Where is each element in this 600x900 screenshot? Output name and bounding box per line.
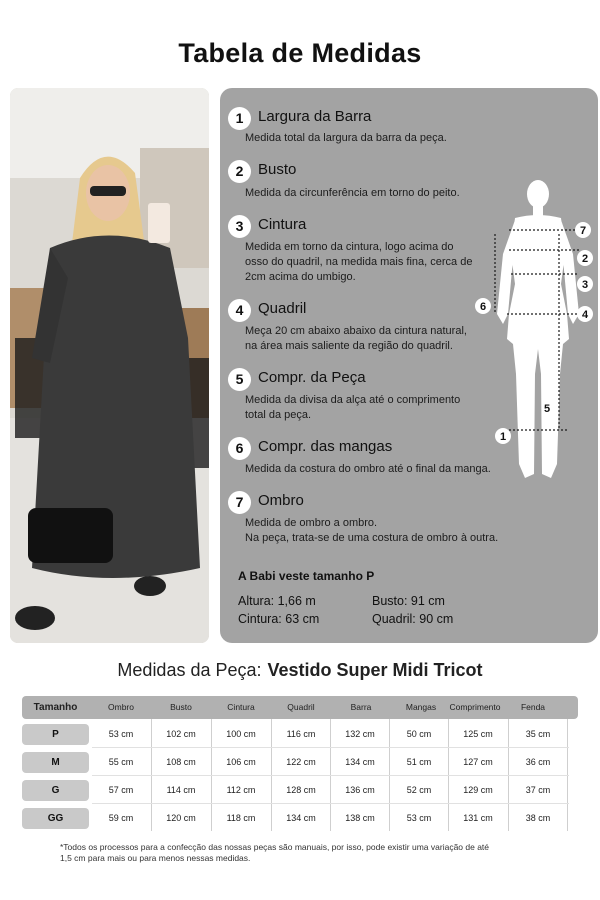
measurement-desc: Na peça, trata-se de uma costura de ombro à outra. <box>245 532 499 544</box>
header-shoulder: Ombro <box>108 702 134 712</box>
footnote <box>60 842 560 864</box>
table-cell: 35 cm <box>525 729 551 739</box>
table-cell: 118 cm <box>226 813 256 823</box>
table-cell: 37 cm <box>525 785 551 795</box>
measurement-guide-panel <box>220 88 598 643</box>
number-badge: 3 <box>228 215 251 238</box>
measurement-desc: Medida da divisa da alça até o comprimento <box>245 394 461 406</box>
number-badge: 7 <box>228 491 251 514</box>
figure-label: 6 <box>479 301 487 313</box>
measurement-title: Quadril <box>258 300 307 317</box>
table-cell: 112 cm <box>226 785 256 795</box>
measurement-desc: Medida em torno da cintura, logo acima do <box>245 241 454 253</box>
number-badge: 2 <box>228 160 251 183</box>
table-cell: 59 cm <box>108 813 134 823</box>
size-label-m: M <box>22 752 89 773</box>
table-cell: 127 cm <box>463 757 493 767</box>
header-hem: Barra <box>350 702 372 712</box>
measurement-title: Cintura <box>258 216 307 233</box>
header-slit: Fenda <box>520 702 546 712</box>
number-badge: 5 <box>228 368 251 391</box>
measurement-desc: Medida da circunferência em torno do peito. <box>245 187 460 199</box>
figure-label: 7 <box>579 225 587 237</box>
figure-label: 2 <box>581 253 589 265</box>
header-size: Tamanho <box>33 702 78 713</box>
table-cell: 131 cm <box>463 813 493 823</box>
product-label: Medidas da Peça: <box>117 660 262 680</box>
measurement-title: Compr. das mangas <box>258 438 393 455</box>
number-badge: 4 <box>228 299 251 322</box>
measurement-title: Ombro <box>258 492 304 509</box>
model-photo <box>10 88 209 643</box>
model-hip: Quadril: 90 cm <box>372 612 454 626</box>
table-cell: 100 cm <box>226 729 256 739</box>
table-cell: 38 cm <box>525 813 551 823</box>
table-cell: 108 cm <box>166 757 196 767</box>
footnote-line: *Todos os processos para a confecção das nossas peças são manuais, por isso, pode existir uma variação de até <box>60 842 490 852</box>
size-table-header <box>22 696 578 719</box>
figure-label: 1 <box>499 431 507 443</box>
measurement-desc: Medida da costura do ombro até o final da manga. <box>245 463 491 475</box>
model-waist: Cintura: 63 cm <box>238 612 320 626</box>
body-figure-diagram <box>475 174 595 484</box>
table-cell: 129 cm <box>463 785 493 795</box>
number-badge: 1 <box>228 107 251 130</box>
measurement-desc: osso do quadril, na medida mais fina, cerca de <box>245 256 473 268</box>
header-hip: Quadril <box>287 702 315 712</box>
size-label-gg: GG <box>22 808 89 829</box>
header-sleeves: Mangas <box>405 702 437 712</box>
table-cell: 36 cm <box>525 757 551 767</box>
measurement-desc: Medida total da largura da barra da peça. <box>245 132 447 144</box>
figure-label: 3 <box>581 279 589 291</box>
product-heading <box>0 660 600 681</box>
size-label-g: G <box>22 780 89 801</box>
table-cell: 128 cm <box>286 785 316 795</box>
table-cell: 120 cm <box>166 813 196 823</box>
figure-label: 5 <box>543 403 551 415</box>
table-cell: 102 cm <box>166 729 196 739</box>
measurement-desc: na área mais saliente da região do quadril. <box>245 340 453 352</box>
number-badge: 6 <box>228 437 251 460</box>
table-cell: 52 cm <box>406 785 432 795</box>
table-cell: 134 cm <box>286 813 316 823</box>
measurement-desc: total da peça. <box>245 409 312 421</box>
footnote-line: 1,5 cm para mais ou para menos nessas medidas. <box>60 853 251 863</box>
figure-label: 4 <box>581 309 589 321</box>
table-cell: 53 cm <box>406 813 432 823</box>
measurement-desc: 2cm acima do umbigo. <box>245 271 356 283</box>
page-title: Tabela de Medidas <box>178 38 422 68</box>
model-bust: Busto: 91 cm <box>372 594 445 608</box>
model-size-title: A Babi veste tamanho P <box>238 569 375 583</box>
table-cell: 136 cm <box>345 785 375 795</box>
measurement-title: Compr. da Peça <box>258 369 366 386</box>
table-cell: 55 cm <box>108 757 134 767</box>
model-height: Altura: 1,66 m <box>238 594 316 608</box>
header-bust: Busto <box>170 702 192 712</box>
table-cell: 53 cm <box>108 729 134 739</box>
table-cell: 138 cm <box>345 813 375 823</box>
table-cell: 50 cm <box>406 729 432 739</box>
header-waist: Cintura <box>227 702 255 712</box>
measurement-desc: Medida de ombro a ombro. <box>245 517 378 529</box>
table-cell: 132 cm <box>345 729 375 739</box>
table-cell: 51 cm <box>406 757 432 767</box>
header-length: Comprimento <box>449 702 501 712</box>
measurement-title: Busto <box>258 161 297 178</box>
table-cell: 114 cm <box>166 785 196 795</box>
table-cell: 134 cm <box>345 757 375 767</box>
table-cell: 106 cm <box>226 757 256 767</box>
size-label-p: P <box>22 724 89 745</box>
table-cell: 125 cm <box>463 729 493 739</box>
table-cell: 57 cm <box>108 785 134 795</box>
measurement-desc: Meça 20 cm abaixo abaixo da cintura natural, <box>245 325 467 337</box>
product-name: Vestido Super Midi Tricot <box>267 660 483 680</box>
measurement-title: Largura da Barra <box>258 108 372 125</box>
table-cell: 116 cm <box>286 729 316 739</box>
table-cell: 122 cm <box>286 757 316 767</box>
